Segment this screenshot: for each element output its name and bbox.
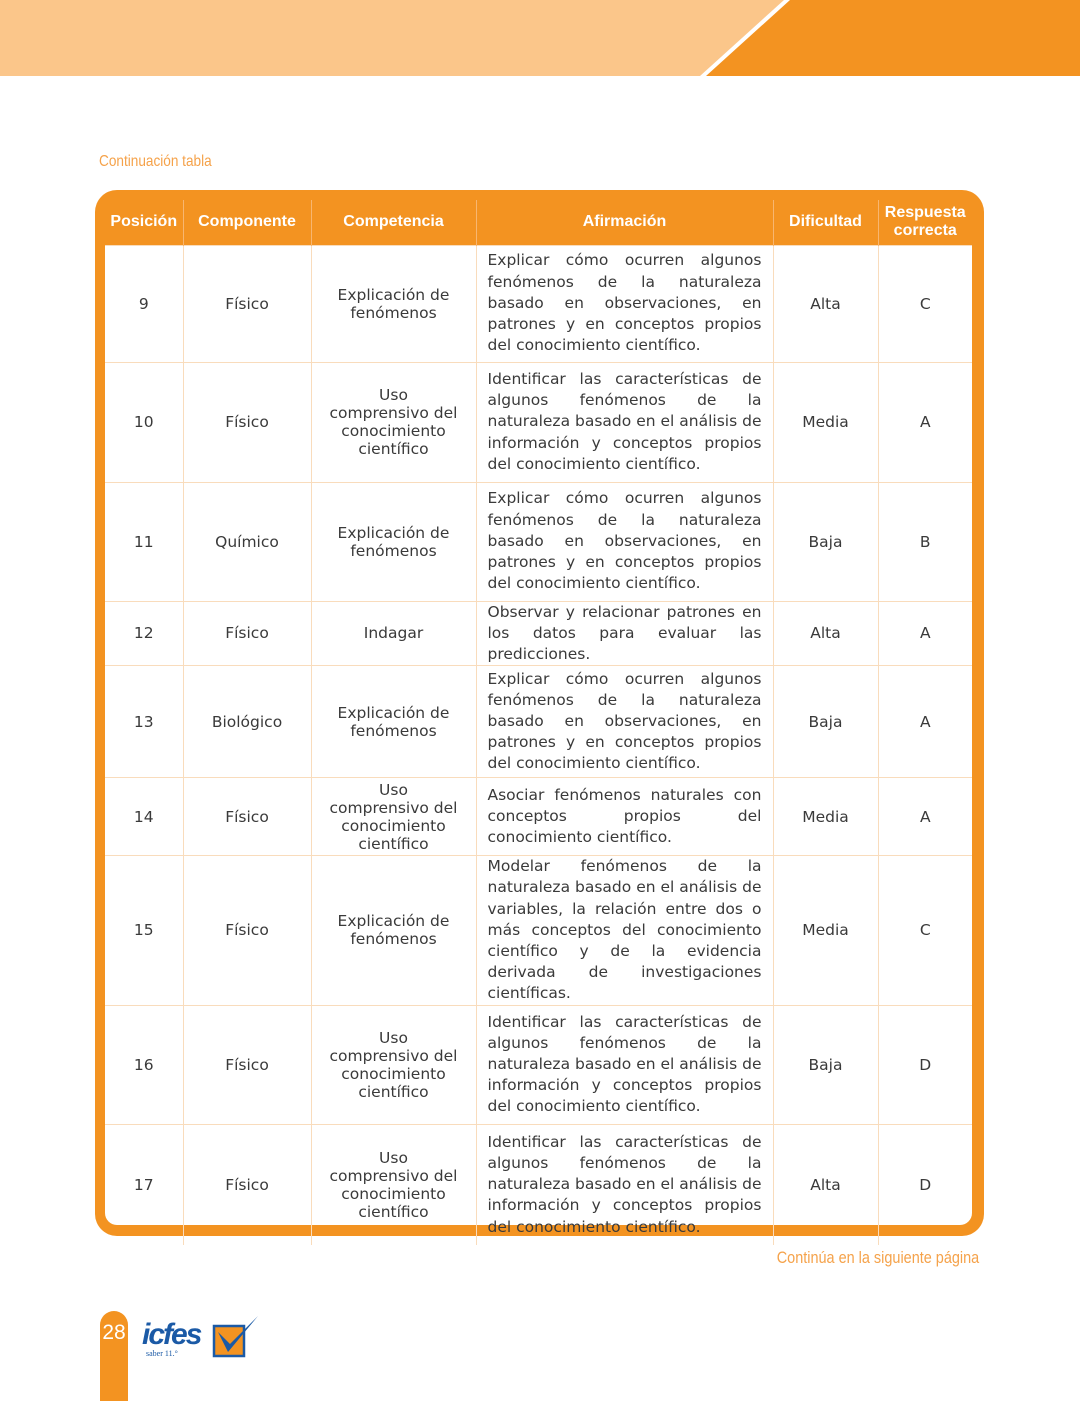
cell-resp: A — [878, 601, 972, 666]
cell-compet: Uso comprensivo del conocimiento científico — [311, 778, 476, 856]
cell-dif: Baja — [773, 1005, 878, 1124]
cell-comp: Físico — [183, 856, 311, 1005]
table-row — [105, 856, 972, 1005]
page-number: 28 — [100, 1311, 128, 1401]
cell-pos: 14 — [105, 778, 183, 856]
cell-resp: C — [878, 245, 972, 362]
cell-comp: Físico — [183, 1124, 311, 1245]
cell-dif: Alta — [773, 245, 878, 362]
cell-pos: 15 — [105, 856, 183, 1005]
cell-compet: Explicación de fenómenos — [311, 482, 476, 601]
cell-pos: 10 — [105, 362, 183, 482]
continuation-label: Continuación tabla — [99, 153, 212, 170]
cell-dif: Alta — [773, 1124, 878, 1245]
column-header: Dificultad — [773, 200, 878, 245]
cell-afir: Identificar las características de algunos fenómenos de la naturaleza basado en el análisis de información y conceptos propios del conocimiento científico. — [476, 1005, 773, 1124]
cell-afir: Explicar cómo ocurren algunos fenómenos de la naturaleza basado en observaciones, en patrones y en conceptos propios del conocimiento científico. — [476, 245, 773, 362]
cell-compet: Uso comprensivo del conocimiento científico — [311, 362, 476, 482]
table-row — [105, 601, 972, 666]
cell-pos: 16 — [105, 1005, 183, 1124]
svg-text:saber 11.°: saber 11.° — [146, 1349, 178, 1358]
cell-comp: Físico — [183, 778, 311, 856]
cell-afir: Explicar cómo ocurren algunos fenómenos de la naturaleza basado en observaciones, en patrones y en conceptos propios del conocimiento científico. — [476, 482, 773, 601]
column-header: Componente — [183, 200, 311, 245]
cell-pos: 11 — [105, 482, 183, 601]
cell-afir: Identificar las características de algunos fenómenos de la naturaleza basado en el análisis de información y conceptos propios del conocimiento científico. — [476, 1124, 773, 1245]
cell-compet: Explicación de fenómenos — [311, 666, 476, 778]
cell-dif: Baja — [773, 482, 878, 601]
cell-resp: D — [878, 1124, 972, 1245]
cell-dif: Media — [773, 856, 878, 1005]
table-row — [105, 482, 972, 601]
cell-compet: Explicación de fenómenos — [311, 245, 476, 362]
cell-comp: Biológico — [183, 666, 311, 778]
table-row — [105, 1005, 972, 1124]
cell-resp: B — [878, 482, 972, 601]
cell-comp: Físico — [183, 245, 311, 362]
cell-afir: Identificar las características de algunos fenómenos de la naturaleza basado en el análisis de información y conceptos propios del conocimiento científico. — [476, 362, 773, 482]
cell-afir: Modelar fenómenos de la naturaleza basado en el análisis de variables, la relación entre dos o más conceptos del conocimiento científico y de la evidencia derivada de investigaciones científicas. — [476, 856, 773, 1005]
table-row — [105, 362, 972, 482]
cell-compet: Indagar — [311, 601, 476, 666]
column-header: Respuesta correcta — [878, 200, 972, 245]
cell-comp: Físico — [183, 601, 311, 666]
continues-next-page: Continúa en la siguiente página — [776, 1248, 979, 1267]
cell-dif: Media — [773, 778, 878, 856]
column-header: Posición — [110, 213, 178, 231]
cell-resp: C — [878, 856, 972, 1005]
table-row — [105, 1124, 972, 1245]
cell-afir: Asociar fenómenos naturales con conceptos propios del conocimiento científico. — [476, 778, 773, 856]
cell-pos: 13 — [105, 666, 183, 778]
table-row — [105, 245, 972, 362]
icfes-logo — [142, 1314, 262, 1362]
cell-dif: Media — [773, 362, 878, 482]
cell-afir: Observar y relacionar patrones en los datos para evaluar las predicciones. — [476, 601, 773, 666]
results-table — [105, 200, 972, 1245]
cell-compet: Uso comprensivo del conocimiento científico — [311, 1005, 476, 1124]
cell-dif: Baja — [773, 666, 878, 778]
cell-comp: Químico — [183, 482, 311, 601]
cell-comp: Físico — [183, 1005, 311, 1124]
cell-compet: Uso comprensivo del conocimiento científico — [311, 1124, 476, 1245]
cell-afir: Explicar cómo ocurren algunos fenómenos de la naturaleza basado en observaciones, en patrones y en conceptos propios del conocimiento científico. — [476, 666, 773, 778]
cell-comp: Físico — [183, 362, 311, 482]
table-row — [105, 778, 972, 856]
cell-pos: 9 — [105, 245, 183, 362]
cell-dif: Alta — [773, 601, 878, 666]
cell-resp: D — [878, 1005, 972, 1124]
column-header: Afirmación — [476, 200, 773, 245]
cell-pos: 12 — [105, 601, 183, 666]
cell-resp: A — [878, 778, 972, 856]
cell-compet: Explicación de fenómenos — [311, 856, 476, 1005]
cell-resp: A — [878, 666, 972, 778]
svg-text:icfes: icfes — [142, 1318, 201, 1351]
column-header: Competencia — [311, 200, 476, 245]
cell-resp: A — [878, 362, 972, 482]
table-row — [105, 666, 972, 778]
cell-pos: 17 — [105, 1124, 183, 1245]
